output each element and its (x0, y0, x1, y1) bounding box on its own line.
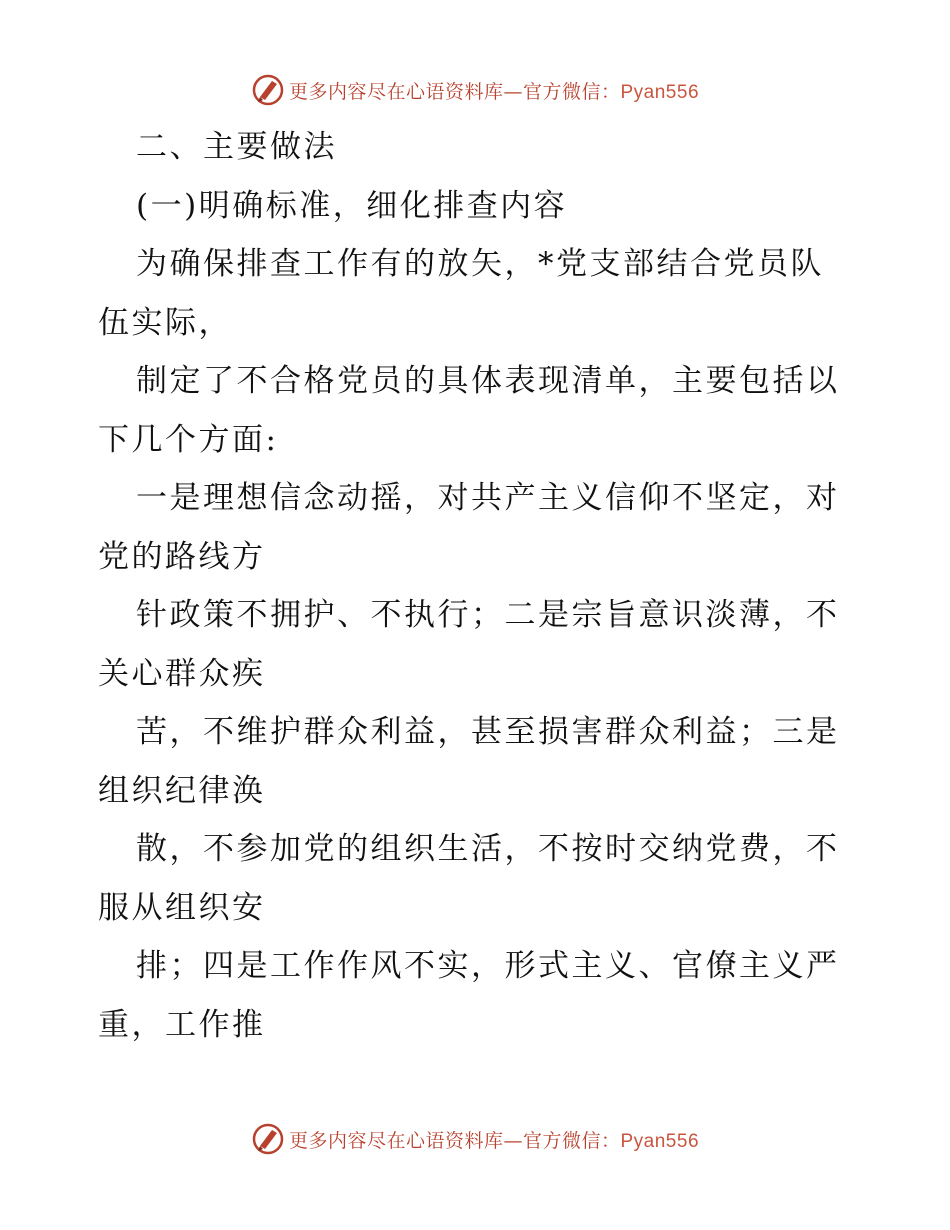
text-line: 关心群众疾 (98, 655, 266, 692)
text-line: 党的路线方 (98, 538, 266, 575)
watermark-footer (0, 1119, 950, 1159)
text-line: 针政策不拥护、不执行；二是宗旨意识淡薄，不 (136, 597, 840, 633)
watermark-header (0, 70, 950, 110)
watermark-handle: Pyan556 (620, 81, 700, 103)
text-line: 组织纪律涣 (98, 772, 266, 809)
document-body (98, 118, 858, 1054)
text-line: (一)明确标准，细化排查内容 (136, 187, 568, 224)
watermark-text: 更多内容尽在心语资料库—官方微信：Pyan556 (288, 1129, 700, 1152)
text-line: 二、主要做法 (136, 129, 337, 165)
text-line: 重，工作推 (98, 1006, 266, 1043)
watermark-handle: Pyan556 (620, 1130, 700, 1152)
text-line: 一是理想信念动摇，对共产主义信仰不坚定，对 (136, 480, 840, 516)
text-line: 为确保排查工作有的放矢，*党支部结合党员队 (136, 246, 824, 282)
pen-logo-icon (251, 73, 285, 107)
text-line: 制定了不合格党员的具体表现清单，主要包括以 (136, 363, 840, 399)
text-line: 服从组织安 (98, 889, 266, 926)
text-line: 散，不参加党的组织生活，不按时交纳党费，不 (136, 831, 840, 867)
text-line: 苦，不维护群众利益，甚至损害群众利益；三是 (136, 714, 840, 750)
watermark-text: 更多内容尽在心语资料库—官方微信：Pyan556 (288, 80, 700, 103)
text-line: 下几个方面: (98, 421, 279, 458)
pen-logo-icon (251, 1122, 285, 1156)
text-line: 伍实际， (98, 304, 232, 341)
text-line: 排；四是工作作风不实，形式主义、官僚主义严 (136, 948, 840, 984)
